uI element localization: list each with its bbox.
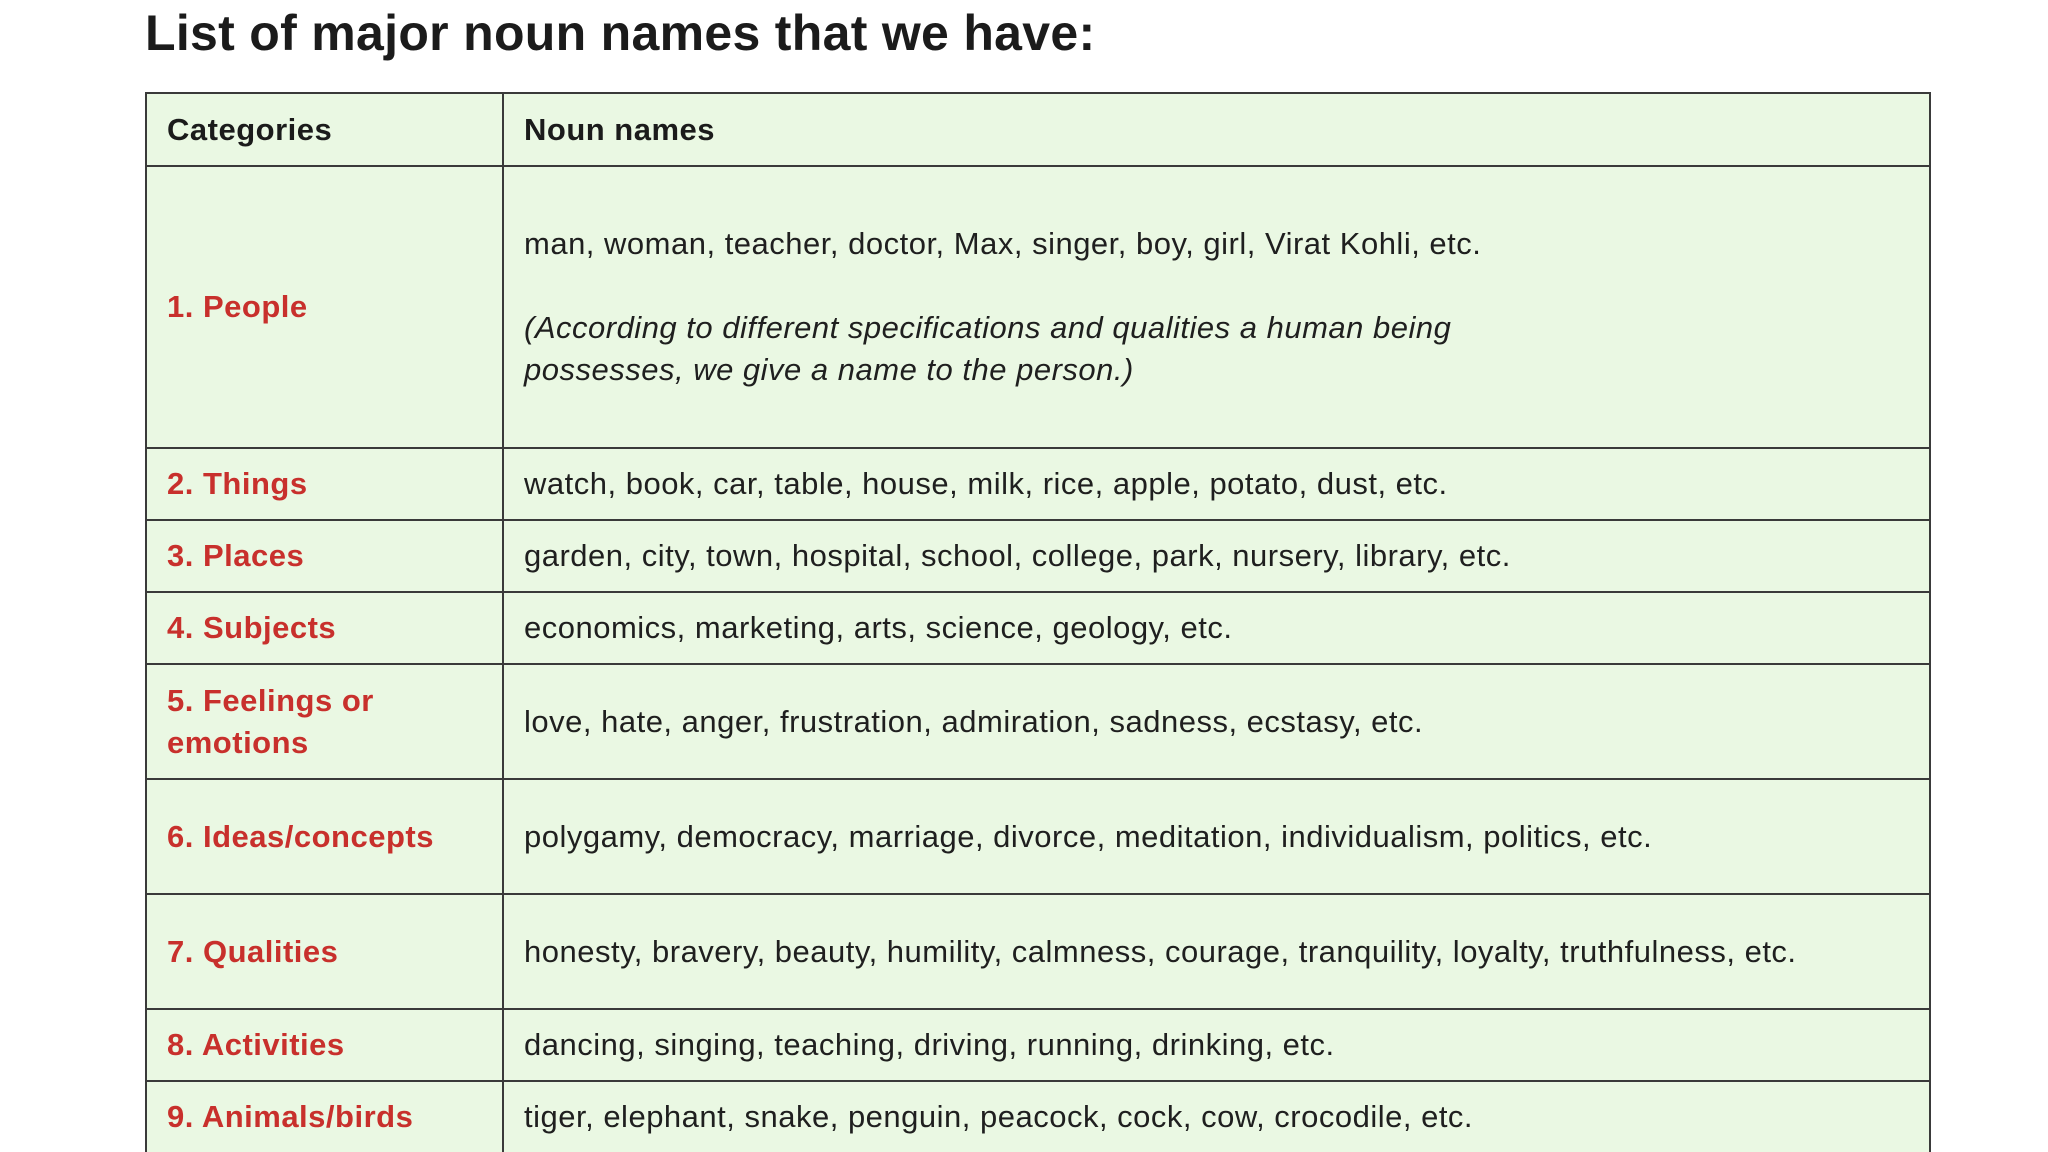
- noun-names-cell: love, hate, anger, frustration, admiration, sadness, ecstasy, etc.: [503, 664, 1930, 779]
- table-row: [146, 592, 1930, 664]
- category-cell: 4. Subjects: [146, 592, 503, 664]
- category-cell: 3. Places: [146, 520, 503, 592]
- noun-names-cell: tiger, elephant, snake, penguin, peacock, cock, cow, crocodile, etc.: [503, 1081, 1930, 1152]
- table-row: [146, 894, 1930, 1009]
- category-cell: 7. Qualities: [146, 894, 503, 1009]
- category-cell: 5. Feelings or emotions: [146, 664, 503, 779]
- table-row: [146, 1081, 1930, 1152]
- table-row: [146, 664, 1930, 779]
- table-row: [146, 520, 1930, 592]
- table-row: [146, 779, 1930, 894]
- category-cell: 6. Ideas/concepts: [146, 779, 503, 894]
- table-row: [146, 166, 1930, 448]
- people-note: (According to different specifications and qualities a human being possesses, we give a name to the person.): [524, 310, 1452, 387]
- noun-names-cell: economics, marketing, arts, science, geology, etc.: [503, 592, 1930, 664]
- category-cell: 8. Activities: [146, 1009, 503, 1081]
- category-cell: 1. People: [146, 166, 503, 448]
- noun-names-cell: dancing, singing, teaching, driving, running, drinking, etc.: [503, 1009, 1930, 1081]
- noun-table: [145, 92, 1931, 1152]
- table-row: [146, 448, 1930, 520]
- noun-list: man, woman, teacher, doctor, Max, singer, boy, girl, Virat Kohli, etc.: [524, 226, 1482, 261]
- category-cell: 2. Things: [146, 448, 503, 520]
- column-header-noun-names: Noun names: [503, 93, 1930, 166]
- page-title: List of major noun names that we have:: [145, 5, 1096, 61]
- category-cell: 9. Animals/birds: [146, 1081, 503, 1152]
- noun-names-cell: watch, book, car, table, house, milk, rice, apple, potato, dust, etc.: [503, 448, 1930, 520]
- noun-names-cell: polygamy, democracy, marriage, divorce, meditation, individualism, politics, etc.: [503, 779, 1930, 894]
- table-row: [146, 1009, 1930, 1081]
- noun-names-cell: honesty, bravery, beauty, humility, calmness, courage, tranquility, loyalty, truthfulness, etc.: [503, 894, 1930, 1009]
- table-header-row: [146, 93, 1930, 166]
- noun-names-cell: garden, city, town, hospital, school, college, park, nursery, library, etc.: [503, 520, 1930, 592]
- column-header-categories: Categories: [146, 93, 503, 166]
- noun-names-cell: [503, 166, 1930, 448]
